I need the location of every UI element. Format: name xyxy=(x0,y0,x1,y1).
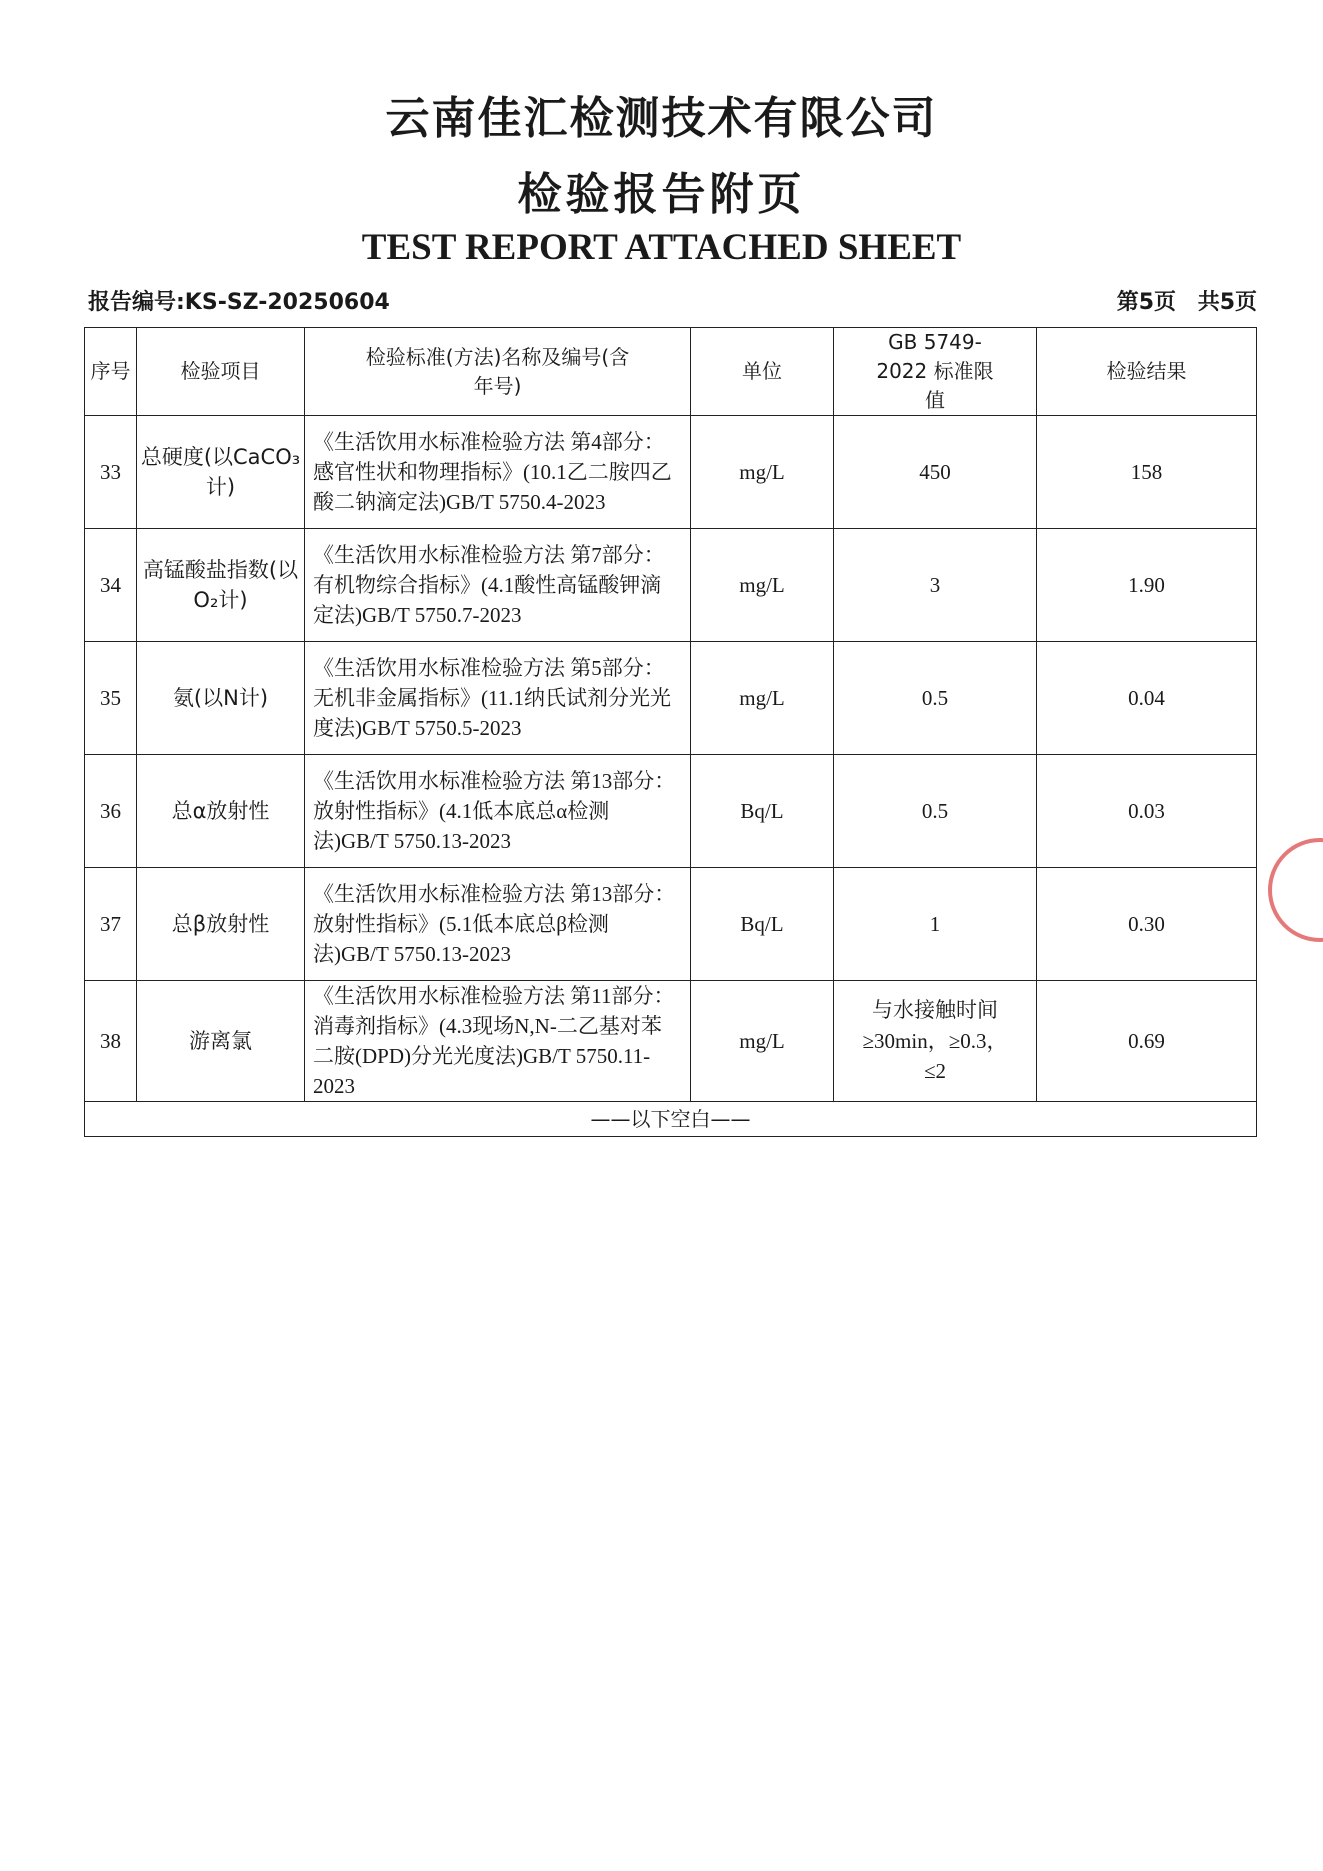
cell-item: 游离氯 xyxy=(137,981,305,1102)
cell-method: 《生活饮用水标准检验方法 第5部分：无机非金属指标》(11.1纳氏试剂分光光度法)GB/T 5750.5-2023 xyxy=(305,642,691,755)
cell-no: 38 xyxy=(85,981,137,1102)
page-total: 共5页 xyxy=(1197,290,1257,315)
cell-result: 0.30 xyxy=(1037,868,1257,981)
cell-item: 总α放射性 xyxy=(137,755,305,868)
cell-unit: mg/L xyxy=(691,981,834,1102)
cell-result: 0.69 xyxy=(1037,981,1257,1102)
table-row xyxy=(85,529,1257,642)
cell-unit: mg/L xyxy=(691,642,834,755)
table-row xyxy=(85,755,1257,868)
cell-limit: 0.5 xyxy=(834,642,1037,755)
table-row xyxy=(85,416,1257,529)
red-seal-stamp xyxy=(1268,838,1323,942)
results-table xyxy=(84,327,1257,1137)
cell-unit: Bq/L xyxy=(691,868,834,981)
cell-result: 158 xyxy=(1037,416,1257,529)
col-header-item: 检验项目 xyxy=(137,328,305,416)
table-row xyxy=(85,981,1257,1102)
cell-no: 36 xyxy=(85,755,137,868)
blank-below-note: ——以下空白—— xyxy=(85,1102,1257,1137)
cell-no: 35 xyxy=(85,642,137,755)
table-row xyxy=(85,868,1257,981)
cell-method: 《生活饮用水标准检验方法 第4部分：感官性状和物理指标》(10.1乙二胺四乙酸二钠滴定法)GB/T 5750.4-2023 xyxy=(305,416,691,529)
cell-result: 1.90 xyxy=(1037,529,1257,642)
table-header-row xyxy=(85,328,1257,416)
cell-limit: 1 xyxy=(834,868,1037,981)
page-number: 第5页 xyxy=(1116,290,1177,315)
cell-limit: 3 xyxy=(834,529,1037,642)
cell-limit: 450 xyxy=(834,416,1037,529)
cell-unit: Bq/L xyxy=(691,755,834,868)
cell-no: 37 xyxy=(85,868,137,981)
cell-item: 高锰酸盐指数(以O₂计) xyxy=(137,529,305,642)
company-name: 云南佳汇检测技术有限公司 xyxy=(385,93,938,144)
cell-method: 《生活饮用水标准检验方法 第13部分：放射性指标》(4.1低本底总α检测法)GB/T 5750.13-2023 xyxy=(305,755,691,868)
col-header-unit: 单位 xyxy=(691,328,834,416)
report-number: 报告编号:KS-SZ-20250604 xyxy=(88,290,390,315)
report-title-en: TEST REPORT ATTACHED SHEET xyxy=(361,227,962,268)
cell-item: 氨(以N计) xyxy=(137,642,305,755)
cell-method: 《生活饮用水标准检验方法 第11部分：消毒剂指标》(4.3现场N,N-二乙基对苯二胺(DPD)分光光度法)GB/T 5750.11-2023 xyxy=(305,981,691,1102)
cell-no: 34 xyxy=(85,529,137,642)
col-header-method: 检验标准(方法)名称及编号(含年号) xyxy=(305,328,691,416)
cell-limit: 0.5 xyxy=(834,755,1037,868)
cell-item: 总β放射性 xyxy=(137,868,305,981)
table-footer-row xyxy=(85,1102,1257,1137)
report-subtitle: 检验报告附页 xyxy=(517,169,806,220)
col-header-no: 序号 xyxy=(85,328,137,416)
table-row xyxy=(85,642,1257,755)
col-header-limit: GB 5749-2022 标准限值 xyxy=(834,328,1037,416)
cell-no: 33 xyxy=(85,416,137,529)
cell-unit: mg/L xyxy=(691,416,834,529)
page-info xyxy=(1117,285,1257,316)
col-header-result: 检验结果 xyxy=(1037,328,1257,416)
cell-result: 0.03 xyxy=(1037,755,1257,868)
cell-limit: 与水接触时间≥30min，≥0.3，≤2 xyxy=(834,981,1037,1102)
cell-method: 《生活饮用水标准检验方法 第13部分：放射性指标》(5.1低本底总β检测法)GB/T 5750.13-2023 xyxy=(305,868,691,981)
cell-method: 《生活饮用水标准检验方法 第7部分：有机物综合指标》(4.1酸性高锰酸钾滴定法)GB/T 5750.7-2023 xyxy=(305,529,691,642)
cell-unit: mg/L xyxy=(691,529,834,642)
cell-item: 总硬度(以CaCO₃计) xyxy=(137,416,305,529)
cell-result: 0.04 xyxy=(1037,642,1257,755)
